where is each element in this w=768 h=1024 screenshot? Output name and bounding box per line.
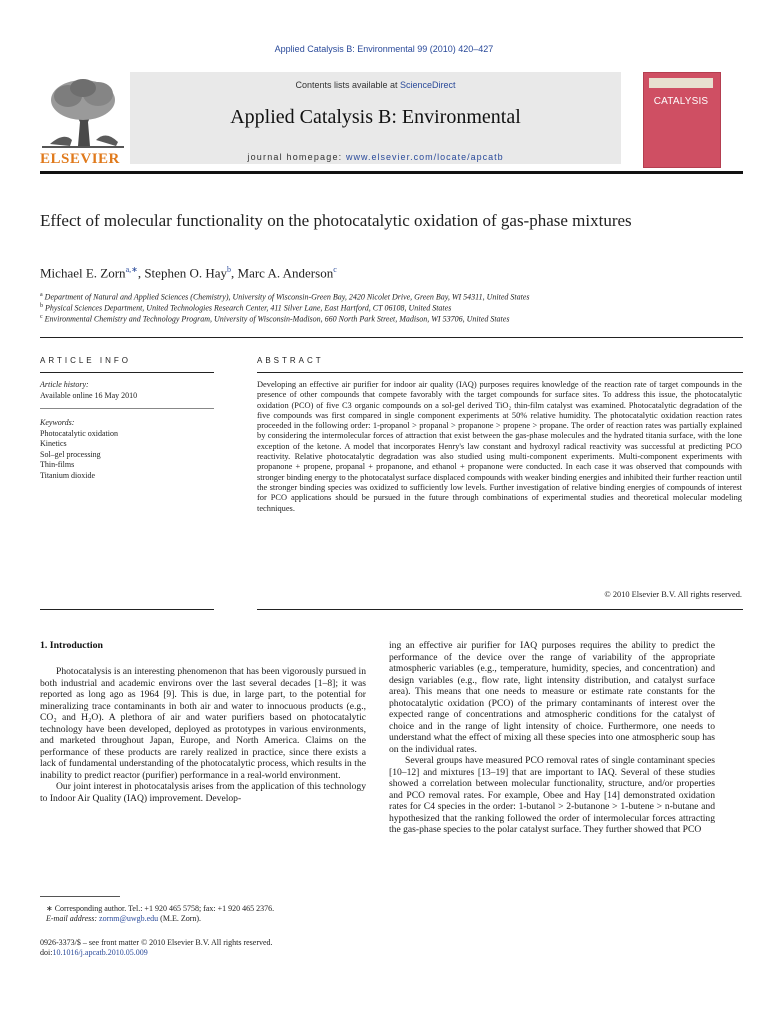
- left-column: [40, 666, 366, 804]
- contents-prefix: Contents lists available at: [295, 80, 401, 90]
- email-suffix: (M.E. Zorn).: [160, 914, 202, 923]
- body-paragraph: Our joint interest in photocatalysis arises from the application of this technology to Indoor Air Quality (IAQ) improvement. Develop-: [40, 781, 366, 804]
- sciencedirect-link[interactable]: ScienceDirect: [400, 80, 456, 90]
- abstract-text: Developing an effective air purifier for indoor air quality (IAQ) purposes requires knowledge of the reaction rate of target compounds in the presence of other compounds that compete favorably with the target compounds for surface sites. To address this issue, the photocatalytic oxidation (PCO) of five C3 organic compounds on a sol-gel derived TiO₂ thin-film catalyst was examined. Photocatalytic degradation of the five compounds was first compared in single component experiments at 50% relative humidity. The photocatalytic oxidation reaction rates proceeded in the following order: 1-propanol > propanal > propanone > propene > propane. The order of reaction rates was partially explained by considering the intermolecular forces of attraction that exist between the gas-phase molecules and the hydrated titania surface, with the lone exception of the ketone. A model that incorporates Henry's law constant and hydroxyl radical reactivity was successful at predicting PCO reactivity. Relative photocatalytic degradation was also studied using multi-component experiments. Multi-component experiments with propanone + propene, propanal + propanone, and ethanol + propanone were conducted. In each case it was observed that compounds with stronger binding energy to the photocatalyst surface displaced compounds with weaker binding energies and inhibited their further reaction until the stronger binding species was oxidized to sufficiently low levels. Further investigation of relative binding energies of compounds of interest for PCO applications should be pursued in the future through combinations of experimental studies and theoretical molecular modeling techniques.: [257, 380, 742, 513]
- contents-availability: [130, 80, 621, 90]
- article-history-value: Available online 16 May 2010: [40, 390, 138, 400]
- author-name[interactable]: Stephen O. Hay: [144, 265, 228, 281]
- affiliation-a: [40, 292, 529, 302]
- corresponding-author-text: ∗ Corresponding author. Tel.: +1 920 465 5758; fax: +1 920 465 2376.: [46, 904, 275, 913]
- journal-citation[interactable]: Applied Catalysis B: Environmental 99 (2010) 420–427: [274, 44, 494, 54]
- affiliation-b: [40, 303, 451, 313]
- keyword: Photocatalytic oxidation: [40, 428, 118, 438]
- abstract-divider: [257, 372, 743, 373]
- affiliation-c: [40, 314, 509, 324]
- elsevier-tree-logo: [40, 76, 126, 150]
- footnote-divider: [40, 896, 120, 897]
- homepage-prefix: journal homepage:: [247, 152, 347, 162]
- header-divider: [40, 171, 743, 174]
- affiliation-mark: c: [40, 314, 43, 320]
- homepage-link[interactable]: www.elsevier.com/locate/apcatb: [346, 152, 504, 162]
- affiliation-text: Environmental Chemistry and Technology Program, University of Wisconsin-Madison, 660 North Park Street, Madison, WI 53706, United States: [44, 314, 510, 324]
- body-paragraph: ing an effective air purifier for IAQ purposes requires the ability to predict the performance of the device over the range of variability of the appropriate atmospheric variables (e.g., temperature, humidity, species, and concentration) and design variables (e.g., flow rate, light intensity distribution, and catalyst surface area). This means that one needs to measure or estimate rate constants for the photocatalytic oxidation (PCO) of the primary contaminants of interest over the expected range of concentrations and atmospheric conditions for the catalyst of choice and in the range of light intensity of choice. Furthermore, one needs to understand what the effect of mixing all these species into one atmospheric soup has on the individual rates.: [389, 640, 715, 755]
- front-matter-text: 0926-3373/$ – see front matter © 2010 Elsevier B.V. All rights reserved.: [40, 938, 273, 947]
- affiliation-divider: [40, 337, 743, 338]
- article-title: Effect of molecular functionality on the photocatalytic oxidation of gas-phase mixtures: [40, 211, 632, 230]
- author-affiliation-mark[interactable]: b: [227, 265, 232, 274]
- author-separator: ,: [231, 265, 238, 281]
- author-affiliation-mark[interactable]: c: [333, 265, 337, 274]
- affiliation-mark: b: [40, 303, 43, 309]
- corresponding-author-note: [46, 904, 366, 924]
- affiliation-text: Department of Natural and Applied Sciences (Chemistry), University of Wisconsin-Green Bay, 2420 Nicolet Drive, Green Bay, WI 54311, United States: [44, 292, 530, 302]
- author-affiliation-mark[interactable]: a,∗: [125, 265, 138, 274]
- abstract-bottom-divider: [257, 609, 743, 610]
- keyword: Kinetics: [40, 439, 67, 448]
- author-name[interactable]: Marc A. Anderson: [237, 265, 334, 281]
- article-history-label: Article history:: [40, 380, 89, 389]
- elsevier-wordmark: ELSEVIER: [40, 151, 120, 167]
- affiliation-text: Physical Sciences Department, United Technologies Research Center, 411 Silver Lane, East Hartford, CT 06108, United States: [45, 303, 452, 313]
- keyword: Thin-films: [40, 460, 75, 469]
- journal-title: Applied Catalysis B: Environmental: [230, 106, 521, 128]
- body-paragraph: Several groups have measured PCO removal rates of single contaminant species [10–12] and mixtures [13–19] that are important to IAQ. Several of these studies showed a correlation between molecular functionality, structure, and/or properties and PCO removal rates. For example, Obee and Hay [14] demonstrated oxidation rates for C4 species in the order: 1-butanol > 2-butanone > 1-butene > n-butane and hypothesized that the ranking followed the order of intermolecular forces attracting the gas-phase species to the polar catalyst surface. They further showed that PCO: [389, 755, 715, 835]
- keywords-label: Keywords:: [40, 418, 75, 427]
- journal-cover-band: [649, 78, 713, 88]
- abstract-copyright: © 2010 Elsevier B.V. All rights reserved.: [604, 590, 742, 599]
- keyword: Sol–gel processing: [40, 449, 101, 459]
- article-info-bottom-divider: [40, 609, 214, 610]
- keyword: Titanium dioxide: [40, 470, 96, 480]
- doi-prefix: doi:: [40, 948, 53, 957]
- journal-homepage: [130, 152, 621, 162]
- article-info-divider: [40, 372, 214, 373]
- author-separator: ,: [137, 265, 145, 281]
- author-name[interactable]: Michael E. Zorn: [40, 265, 126, 281]
- doi-link[interactable]: 10.1016/j.apcatb.2010.05.009: [52, 948, 148, 957]
- right-column: [389, 640, 715, 836]
- section-heading-introduction: 1. Introduction: [40, 640, 103, 651]
- abstract-heading: ABSTRACT: [257, 356, 324, 365]
- journal-cover-title: CATALYSIS: [653, 96, 709, 107]
- front-matter-note: [40, 938, 366, 958]
- article-info-heading: ARTICLE INFO: [40, 356, 131, 365]
- email-label: E-mail address:: [46, 914, 98, 923]
- history-divider: [40, 408, 214, 409]
- body-paragraph: Photocatalysis is an interesting phenomenon that has been vigorously pursued in both industrial and academic environs over the last several decades [1–8]; it was reported as long ago as 1964 [9]. This is due, in large part, to the potential for mineralizing trace contaminants in both air and water to innocuous products (e.g., CO₂ and H₂O). A plethora of air and water purifiers based on photocatalytic technology have been developed, deployed as prototypes in various environments, and marketed throughout Japan, Europe, and North America. Claims on the performance of these products are rarely realized in practice, since there exists a lack of fundamental understanding of the photocatalytic process, which results in the inability to predict reactor (purifier) performance in a real-world environment.: [40, 666, 366, 781]
- affiliation-mark: a: [40, 292, 43, 298]
- email-link[interactable]: zornm@uwgb.edu: [99, 914, 159, 923]
- keywords-block: [40, 418, 214, 481]
- article-history: [40, 380, 214, 401]
- author-list: [40, 265, 337, 281]
